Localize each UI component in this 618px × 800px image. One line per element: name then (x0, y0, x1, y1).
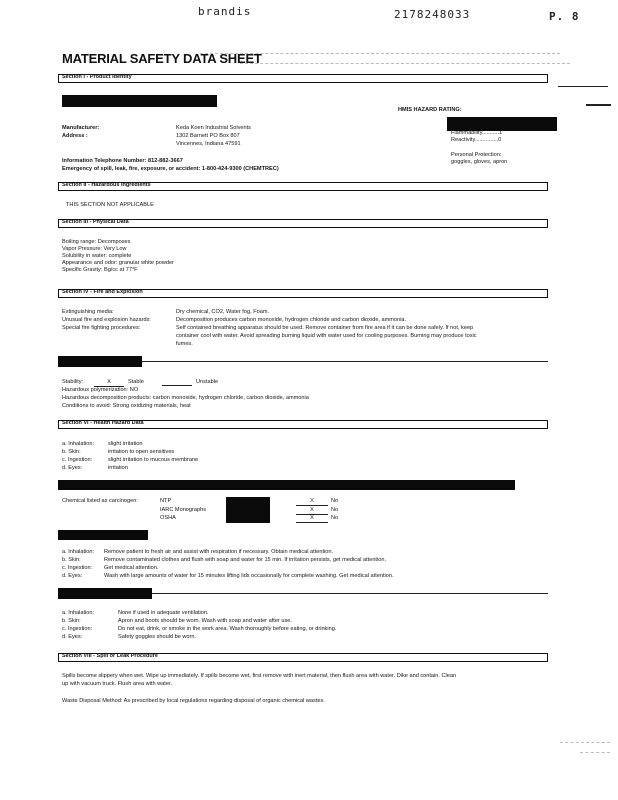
address-line-2: Vincennes, Indiana 47591 (176, 141, 241, 147)
protection-eyes-value: Safety goggles should be worn. (118, 634, 197, 640)
section-header-physical-data: Section III - Physical Data (58, 219, 548, 228)
spill-line-2: up with vacuum truck. Flush area with water. (62, 681, 173, 687)
scan-artifact (240, 63, 570, 64)
firstaid-skin-key: b. Skin: (62, 557, 81, 563)
health-eyes-value: irritation (108, 465, 128, 471)
hmis-protection-value: goggles, gloves, apron (451, 159, 508, 165)
redacted-yes-column (226, 497, 270, 523)
unstable-label: Unstable (196, 379, 219, 385)
scan-artifact (558, 86, 608, 87)
address-label: Address : (62, 133, 88, 139)
info-phone: Information Telephone Number: 812-882-3667 (62, 158, 183, 164)
stable-label: Stable (128, 379, 144, 385)
physical-solubility: Solubility in water: complete (62, 253, 132, 259)
carcinogen-iarc: IARC Monographs (160, 507, 207, 513)
protection-ingestion-key: c. Ingestion: (62, 626, 93, 632)
redacted-section-header (58, 356, 142, 367)
ingredients-note: THIS SECTION NOT APPLICABLE (66, 202, 154, 208)
address-line-1: 1302 Barnett PO Box 807 (176, 133, 240, 139)
unstable-blank (162, 385, 192, 386)
section-header-spill-leak: Section VIII - Spill or Leak Procedure (58, 653, 548, 662)
scan-artifact (586, 104, 611, 106)
manufacturer-label: Manufacturer: (62, 125, 100, 131)
hmis-flammability: Flammability...........1 (451, 130, 503, 136)
conditions: Conditions to avoid: Strong oxidizing materials, heat (62, 403, 191, 409)
section-header-health-hazard: Section VI - Health Hazard Data (58, 420, 548, 429)
carcinogen-osha-mark: X (296, 515, 328, 523)
manufacturer-value: Keda Koen Industrial Solvents (176, 125, 251, 131)
fax-page: P. 8 (549, 10, 580, 23)
fire-procedures-line-2: container cool with water. Avoid spreading burning liquid with water used for cooling purposes. Burning may produce toxic (176, 333, 477, 339)
carcinogen-osha: OSHA (160, 515, 176, 521)
firstaid-inhalation-value: Remove patient to fresh air and assist with respiration if necessary. Obtain medical attention. (104, 549, 334, 555)
health-inhalation-key: a. Inhalation: (62, 441, 95, 447)
fire-hazards-label: Unusual fire and explosion hazards: (62, 317, 151, 323)
health-inhalation-value: slight irritation (108, 441, 143, 447)
fax-number: 2178248033 (394, 8, 471, 21)
spill-line-1: Spills become slippery when wet. Wipe up immediately. If spills become wet, first remove with inert material, then flush area with water. Dike and contain. Clean (62, 673, 457, 679)
carcinogen-iarc-no: No (331, 507, 339, 513)
physical-appearance: Appearance and odor: granular white powder (62, 260, 174, 266)
scan-artifact (200, 53, 560, 54)
physical-vapor: Vapor Pressure: Very Low (62, 246, 127, 252)
page-title: MATERIAL SAFETY DATA SHEET (62, 51, 262, 66)
fire-procedures-line-1: Self contained breathing apparatus should be used. Remove container from fire area if it can be done safely. If not, keep (176, 325, 474, 331)
fire-hazards-value: Decomposition produces carbon monoxide, hydrogen chloride and carbon dioxide, ammonia. (176, 317, 407, 323)
section-rule (142, 361, 548, 362)
carcinogen-iarc-mark: X (296, 507, 328, 515)
protection-skin-value: Apron and boots should be worn. Wash with soap and water after use. (118, 618, 292, 624)
section-header-product-identity: Section I - Product Identity (58, 74, 548, 83)
emergency-phone: Emergency of spill, leak, fire, exposure, or accident: 1-800-424-9300 (CHEMTREC) (62, 166, 279, 172)
fire-procedures-line-3: fumes. (176, 341, 193, 347)
protection-ingestion-value: Do not eat, drink, or smoke in the work area. Wash thoroughly before eating, or drinking. (118, 626, 337, 632)
fire-media-label: Extinguishing media: (62, 309, 114, 315)
carcinogen-ntp-no: No (331, 498, 339, 504)
firstaid-ingestion-value: Get medical attention. (104, 565, 159, 571)
redacted-section-header (58, 480, 515, 490)
fax-sender: brandis (198, 5, 252, 18)
section-rule (152, 593, 548, 594)
redacted-section-header (58, 588, 152, 599)
firstaid-skin-value: Remove contaminated clothes and flush with soap and water for 15 min. If irritation persists, get medical attention. (104, 557, 387, 563)
protection-inhalation-key: a. Inhalation: (62, 610, 95, 616)
health-skin-value: irritation to open sensitives (108, 449, 175, 455)
section-header-fire-explosion: Section IV - Fire and Explosion (58, 289, 548, 298)
hmis-protection-label: Personal Protection: (451, 152, 502, 158)
health-ingestion-value: slight irritation to mucous membrane (108, 457, 199, 463)
stability-mark: X (94, 379, 124, 387)
section-header-hazardous-ingredients: Section II - Hazardous Ingredients (58, 182, 548, 191)
protection-inhalation-value: None if used in adequate ventilation. (118, 610, 209, 616)
health-ingestion-key: c. Ingestion: (62, 457, 93, 463)
redacted-section-header (58, 530, 148, 540)
decomposition: Hazardous decomposition products: carbon monoxide, hydrogen chloride, carbon dioxide, ammonia (62, 395, 309, 401)
carcinogen-label: Chemical listed as carcinogen: (62, 498, 138, 504)
carcinogen-osha-no: No (331, 515, 339, 521)
scan-artifact (560, 742, 610, 743)
fire-media-value: Dry chemical, CO2, Water fog, Foam. (176, 309, 270, 315)
scan-artifact (580, 752, 610, 753)
protection-eyes-key: d. Eyes: (62, 634, 83, 640)
health-skin-key: b. Skin: (62, 449, 81, 455)
firstaid-ingestion-key: c. Ingestion: (62, 565, 93, 571)
waste-disposal: Waste Disposal Method: As prescribed by local regulations regarding disposal of organic chemical wastes. (62, 698, 325, 704)
hmis-label: HMIS HAZARD RATING: (398, 107, 462, 113)
redacted-health-rating (447, 117, 557, 131)
stability-label: Stability: (62, 379, 84, 385)
physical-boiling: Boiling range: Decomposes (62, 239, 131, 245)
firstaid-eyes-key: d. Eyes: (62, 573, 83, 579)
hmis-reactivity: Reactivity...............0 (451, 137, 502, 143)
carcinogen-ntp-mark: X (296, 498, 328, 506)
firstaid-inhalation-key: a. Inhalation: (62, 549, 95, 555)
health-eyes-key: d. Eyes: (62, 465, 83, 471)
firstaid-eyes-value: Wash with large amounts of water for 15 minutes lifting lids occasionally for complete washing. Get medical attention. (104, 573, 394, 579)
physical-gravity: Specific Gravity: Bg/cc at 77°F (62, 267, 138, 273)
polymerization: Hazardous polymerization: NO (62, 387, 139, 393)
fire-procedures-label: Special fire fighting procedures: (62, 325, 141, 331)
carcinogen-ntp: NTP (160, 498, 172, 504)
protection-skin-key: b. Skin: (62, 618, 81, 624)
redacted-product-name (62, 95, 217, 107)
